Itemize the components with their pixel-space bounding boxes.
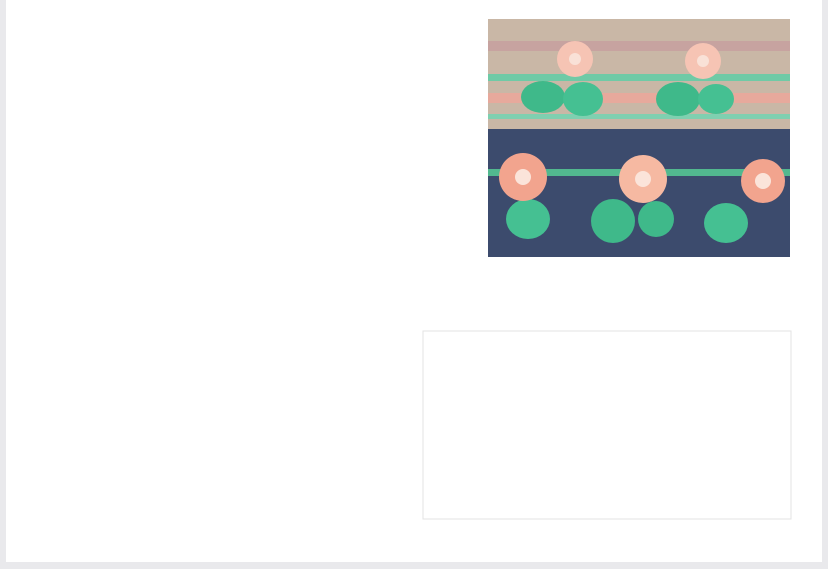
stitch-chart <box>6 0 822 562</box>
pattern-sheet <box>6 0 822 562</box>
round-diagram-panel <box>423 331 791 519</box>
